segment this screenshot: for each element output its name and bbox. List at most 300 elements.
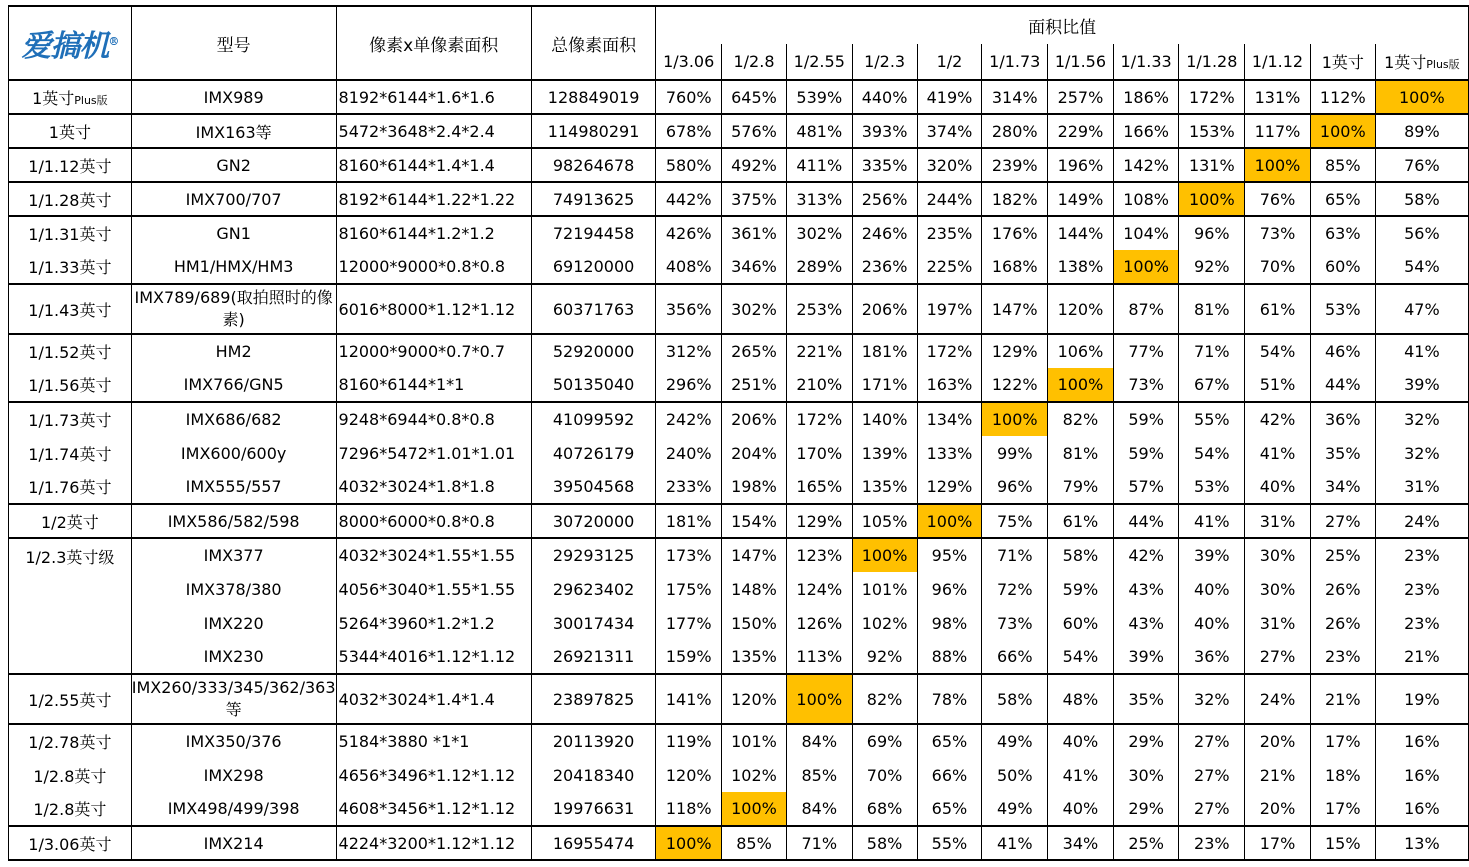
area-ratio-cell: 100% [1310,114,1375,148]
area-ratio-cell: 32% [1375,402,1468,436]
area-ratio-cell: 138% [1048,250,1114,284]
area-ratio-cell: 26% [1310,572,1375,606]
area-ratio-cell: 539% [786,80,852,114]
table-row [9,572,1469,606]
area-ratio-cell: 41% [1245,436,1311,470]
area-ratio-cell: 172% [917,334,982,368]
area-ratio-cell: 49% [982,724,1048,758]
area-ratio-cell: 375% [722,182,787,216]
area-ratio-cell: 129% [786,504,852,538]
total-area: 52920000 [531,334,656,368]
total-area: 114980291 [531,114,656,148]
pixel-spec: 4656*3496*1.12*1.12 [336,758,531,792]
area-ratio-cell: 24% [1245,674,1311,724]
area-ratio-cell: 51% [1245,368,1311,402]
ratio-column-header: 1/1.73 [982,44,1048,80]
table-row [9,334,1469,368]
area-ratio-cell: 100% [852,538,917,572]
area-ratio-cell: 25% [1113,826,1179,860]
table-row [9,470,1469,504]
area-ratio-cell: 225% [917,250,982,284]
area-ratio-cell: 312% [656,334,722,368]
area-ratio-cell: 40% [1179,606,1245,640]
area-ratio-cell: 58% [1048,538,1114,572]
area-ratio-cell: 172% [786,402,852,436]
area-ratio-cell: 59% [1113,402,1179,436]
total-area: 128849019 [531,80,656,114]
area-ratio-cell: 206% [722,402,787,436]
sensor-model: IMX586/582/598 [131,504,336,538]
sensor-model: IMX377 [131,538,336,572]
total-area: 72194458 [531,216,656,250]
area-ratio-cell: 134% [917,402,982,436]
area-ratio-cell: 87% [1113,284,1179,334]
area-ratio-cell: 760% [656,80,722,114]
area-ratio-cell: 16% [1375,792,1468,826]
area-ratio-cell: 76% [1245,182,1311,216]
area-ratio-cell: 17% [1310,724,1375,758]
area-ratio-cell: 66% [982,640,1048,674]
area-ratio-cell: 53% [1179,470,1245,504]
total-area: 16955474 [531,826,656,860]
total-area: 29293125 [531,538,656,572]
area-ratio-cell: 41% [982,826,1048,860]
area-ratio-cell: 92% [1179,250,1245,284]
area-ratio-cell: 175% [656,572,722,606]
area-ratio-cell: 60% [1048,606,1114,640]
area-ratio-cell: 26% [1310,606,1375,640]
area-ratio-cell: 15% [1310,826,1375,860]
area-ratio-cell: 19% [1375,674,1468,724]
area-ratio-cell: 165% [786,470,852,504]
area-ratio-cell: 102% [852,606,917,640]
area-ratio-cell: 280% [982,114,1048,148]
area-ratio-cell: 442% [656,182,722,216]
pixel-spec: 5472*3648*2.4*2.4 [336,114,531,148]
area-ratio-cell: 236% [852,250,917,284]
sensor-model: IMX555/557 [131,470,336,504]
area-ratio-cell: 206% [852,284,917,334]
area-ratio-cell: 142% [1113,148,1179,182]
sensor-model: IMX600/600y [131,436,336,470]
total-area: 26921311 [531,640,656,674]
area-ratio-cell: 320% [917,148,982,182]
area-ratio-cell: 55% [1179,402,1245,436]
area-ratio-cell: 50% [982,758,1048,792]
area-ratio-cell: 135% [722,640,787,674]
sensor-model: IMX989 [131,80,336,114]
area-ratio-cell: 100% [1245,148,1311,182]
sensor-model: IMX230 [131,640,336,674]
area-ratio-cell: 21% [1375,640,1468,674]
area-ratio-cell: 149% [1048,182,1114,216]
area-ratio-cell: 419% [917,80,982,114]
sensor-model: IMX700/707 [131,182,336,216]
area-ratio-cell: 30% [1245,538,1311,572]
area-ratio-cell: 181% [852,334,917,368]
area-ratio-cell: 44% [1310,368,1375,402]
table-row [9,250,1469,284]
area-ratio-cell: 144% [1048,216,1114,250]
sensor-model: HM1/HMX/HM3 [131,250,336,284]
pixel-spec: 4608*3456*1.12*1.12 [336,792,531,826]
area-ratio-cell: 166% [1113,114,1179,148]
header-total: 总像素面积 [531,6,656,80]
area-ratio-cell: 39% [1179,538,1245,572]
table-row [9,436,1469,470]
area-ratio-cell: 126% [786,606,852,640]
area-ratio-cell: 186% [1113,80,1179,114]
area-ratio-cell: 23% [1310,640,1375,674]
area-ratio-cell: 314% [982,80,1048,114]
area-ratio-cell: 135% [852,470,917,504]
area-ratio-cell: 147% [722,538,787,572]
area-ratio-cell: 257% [1048,80,1114,114]
area-ratio-cell: 84% [786,724,852,758]
area-ratio-cell: 36% [1179,640,1245,674]
area-ratio-cell: 17% [1245,826,1311,860]
area-ratio-cell: 66% [917,758,982,792]
area-ratio-cell: 147% [982,284,1048,334]
sensor-size: 1/1.33英寸 [9,250,132,284]
table-row [9,826,1469,860]
table-row [9,368,1469,402]
area-ratio-cell: 99% [982,436,1048,470]
area-ratio-cell: 71% [982,538,1048,572]
sensor-model: GN1 [131,216,336,250]
area-ratio-cell: 75% [982,504,1048,538]
area-ratio-cell: 129% [917,470,982,504]
area-ratio-cell: 182% [982,182,1048,216]
area-ratio-cell: 54% [1048,640,1114,674]
area-ratio-cell: 71% [786,826,852,860]
area-ratio-cell: 131% [1179,148,1245,182]
sensor-model: IMX163等 [131,114,336,148]
area-ratio-cell: 40% [1048,724,1114,758]
area-ratio-cell: 27% [1179,724,1245,758]
sensor-model: IMX220 [131,606,336,640]
area-ratio-cell: 69% [852,724,917,758]
pixel-spec: 8192*6144*1.22*1.22 [336,182,531,216]
sensor-area-table [8,5,1469,861]
area-ratio-cell: 88% [917,640,982,674]
table-row [9,148,1469,182]
area-ratio-cell: 289% [786,250,852,284]
area-ratio-cell: 85% [786,758,852,792]
sensor-model: HM2 [131,334,336,368]
sensor-model: IMX298 [131,758,336,792]
sensor-model: IMX686/682 [131,402,336,436]
area-ratio-cell: 39% [1375,368,1468,402]
area-ratio-cell: 54% [1375,250,1468,284]
area-ratio-cell: 256% [852,182,917,216]
area-ratio-cell: 21% [1245,758,1311,792]
area-ratio-cell: 73% [982,606,1048,640]
area-ratio-cell: 440% [852,80,917,114]
area-ratio-cell: 81% [1048,436,1114,470]
header-pixels: 像素x单像素面积 [336,6,531,80]
area-ratio-cell: 170% [786,436,852,470]
sensor-model: GN2 [131,148,336,182]
area-ratio-cell: 31% [1375,470,1468,504]
sensor-size: 1/2.55英寸 [9,674,132,724]
area-ratio-cell: 27% [1179,792,1245,826]
sensor-size: 1/1.52英寸 [9,334,132,368]
area-ratio-cell: 34% [1310,470,1375,504]
area-ratio-cell: 48% [1048,674,1114,724]
area-ratio-cell: 82% [852,674,917,724]
area-ratio-cell: 96% [1179,216,1245,250]
area-ratio-cell: 85% [1310,148,1375,182]
area-ratio-cell: 171% [852,368,917,402]
area-ratio-cell: 253% [786,284,852,334]
total-area: 20113920 [531,724,656,758]
area-ratio-cell: 100% [917,504,982,538]
table-row [9,792,1469,826]
area-ratio-cell: 150% [722,606,787,640]
area-ratio-cell: 44% [1113,504,1179,538]
area-ratio-cell: 100% [656,826,722,860]
area-ratio-cell: 47% [1375,284,1468,334]
area-ratio-cell: 67% [1179,368,1245,402]
pixel-spec: 5184*3880 *1*1 [336,724,531,758]
area-ratio-cell: 233% [656,470,722,504]
area-ratio-cell: 46% [1310,334,1375,368]
area-ratio-cell: 154% [722,504,787,538]
area-ratio-cell: 61% [1048,504,1114,538]
area-ratio-cell: 112% [1310,80,1375,114]
sensor-size: 1/2.3英寸级 [9,538,132,674]
table-row [9,758,1469,792]
area-ratio-cell: 20% [1245,792,1311,826]
area-ratio-cell: 124% [786,572,852,606]
area-ratio-cell: 18% [1310,758,1375,792]
sensor-model: IMX214 [131,826,336,860]
table-row [9,538,1469,572]
area-ratio-cell: 481% [786,114,852,148]
area-ratio-cell: 27% [1179,758,1245,792]
area-ratio-cell: 133% [917,436,982,470]
area-ratio-cell: 177% [656,606,722,640]
sensor-size: 1/1.12英寸 [9,148,132,182]
area-ratio-cell: 49% [982,792,1048,826]
table-row [9,606,1469,640]
area-ratio-cell: 221% [786,334,852,368]
area-ratio-cell: 58% [1375,182,1468,216]
area-ratio-cell: 53% [1310,284,1375,334]
ratio-column-header: 1英寸 [1310,44,1375,80]
area-ratio-cell: 120% [722,674,787,724]
total-area: 69120000 [531,250,656,284]
area-ratio-cell: 580% [656,148,722,182]
area-ratio-cell: 108% [1113,182,1179,216]
total-area: 41099592 [531,402,656,436]
area-ratio-cell: 35% [1113,674,1179,724]
ratio-column-header: 1/2.3 [852,44,917,80]
pixel-spec: 8000*6000*0.8*0.8 [336,504,531,538]
header-ratio: 面积比值 [656,6,1469,44]
area-ratio-cell: 27% [1245,640,1311,674]
area-ratio-cell: 239% [982,148,1048,182]
table-row [9,216,1469,250]
area-ratio-cell: 23% [1375,538,1468,572]
area-ratio-cell: 89% [1375,114,1468,148]
area-ratio-cell: 172% [1179,80,1245,114]
area-ratio-cell: 58% [852,826,917,860]
area-ratio-cell: 240% [656,436,722,470]
area-ratio-cell: 65% [1310,182,1375,216]
table-row [9,640,1469,674]
area-ratio-cell: 41% [1179,504,1245,538]
area-ratio-cell: 120% [1048,284,1114,334]
ratio-column-header: 1/3.06 [656,44,722,80]
area-ratio-cell: 30% [1113,758,1179,792]
table-row [9,504,1469,538]
area-ratio-cell: 118% [656,792,722,826]
area-ratio-cell: 100% [1113,250,1179,284]
area-ratio-cell: 96% [982,470,1048,504]
sensor-model: IMX378/380 [131,572,336,606]
area-ratio-cell: 244% [917,182,982,216]
area-ratio-cell: 59% [1048,572,1114,606]
area-ratio-cell: 141% [656,674,722,724]
table-row [9,724,1469,758]
area-ratio-cell: 41% [1048,758,1114,792]
area-ratio-cell: 40% [1179,572,1245,606]
area-ratio-cell: 68% [852,792,917,826]
area-ratio-cell: 148% [722,572,787,606]
sensor-size: 1/2.78英寸 [9,724,132,758]
area-ratio-cell: 492% [722,148,787,182]
area-ratio-cell: 13% [1375,826,1468,860]
area-ratio-cell: 119% [656,724,722,758]
pixel-spec: 7296*5472*1.01*1.01 [336,436,531,470]
pixel-spec: 4032*3024*1.8*1.8 [336,470,531,504]
area-ratio-cell: 16% [1375,724,1468,758]
table-row [9,114,1469,148]
area-ratio-cell: 41% [1375,334,1468,368]
sensor-size: 1/2英寸 [9,504,132,538]
pixel-spec: 5344*4016*1.12*1.12 [336,640,531,674]
sensor-model: IMX498/499/398 [131,792,336,826]
area-ratio-cell: 40% [1245,470,1311,504]
area-ratio-cell: 82% [1048,402,1114,436]
area-ratio-cell: 113% [786,640,852,674]
area-ratio-cell: 302% [722,284,787,334]
area-ratio-cell: 73% [1245,216,1311,250]
sensor-size: 1/1.76英寸 [9,470,132,504]
area-ratio-cell: 31% [1245,606,1311,640]
pixel-spec: 8160*6144*1*1 [336,368,531,402]
total-area: 98264678 [531,148,656,182]
pixel-spec: 8160*6144*1.2*1.2 [336,216,531,250]
area-ratio-cell: 426% [656,216,722,250]
pixel-spec: 4032*3024*1.55*1.55 [336,538,531,572]
sensor-size: 1/1.43英寸 [9,284,132,334]
area-ratio-cell: 117% [1245,114,1311,148]
area-ratio-cell: 20% [1245,724,1311,758]
area-ratio-cell: 65% [917,792,982,826]
ratio-column-header: 1/1.28 [1179,44,1245,80]
area-ratio-cell: 163% [917,368,982,402]
total-area: 23897825 [531,674,656,724]
area-ratio-cell: 100% [982,402,1048,436]
area-ratio-cell: 32% [1179,674,1245,724]
header-model: 型号 [131,6,336,80]
pixel-spec: 9248*6944*0.8*0.8 [336,402,531,436]
table-row [9,182,1469,216]
sensor-size: 1/2.8英寸 [9,792,132,826]
area-ratio-cell: 123% [786,538,852,572]
area-ratio-cell: 105% [852,504,917,538]
sensor-model: IMX350/376 [131,724,336,758]
sensor-size: 1/3.06英寸 [9,826,132,860]
area-ratio-cell: 246% [852,216,917,250]
area-ratio-cell: 204% [722,436,787,470]
pixel-spec: 6016*8000*1.12*1.12 [336,284,531,334]
area-ratio-cell: 159% [656,640,722,674]
sensor-size: 1英寸Plus版 [9,80,132,114]
area-ratio-cell: 70% [1245,250,1311,284]
total-area: 74913625 [531,182,656,216]
total-area: 60371763 [531,284,656,334]
pixel-spec: 8160*6144*1.4*1.4 [336,148,531,182]
table-row [9,80,1469,114]
area-ratio-cell: 411% [786,148,852,182]
area-ratio-cell: 21% [1310,674,1375,724]
area-ratio-cell: 92% [852,640,917,674]
area-ratio-cell: 25% [1310,538,1375,572]
area-ratio-cell: 73% [1113,368,1179,402]
area-ratio-cell: 57% [1113,470,1179,504]
total-area: 50135040 [531,368,656,402]
area-ratio-cell: 60% [1310,250,1375,284]
total-area: 29623402 [531,572,656,606]
area-ratio-cell: 361% [722,216,787,250]
area-ratio-cell: 120% [656,758,722,792]
area-ratio-cell: 61% [1245,284,1311,334]
sensor-model: IMX789/689(取拍照时的像素) [131,284,336,334]
ratio-column-header: 1/2 [917,44,982,80]
area-ratio-cell: 576% [722,114,787,148]
ratio-column-header: 1/1.12 [1245,44,1311,80]
area-ratio-cell: 153% [1179,114,1245,148]
area-ratio-cell: 54% [1179,436,1245,470]
total-area: 30720000 [531,504,656,538]
table-row [9,284,1469,334]
area-ratio-cell: 96% [917,572,982,606]
ratio-column-header: 1/1.33 [1113,44,1179,80]
area-ratio-cell: 55% [917,826,982,860]
total-area: 40726179 [531,436,656,470]
sensor-size: 1/1.31英寸 [9,216,132,250]
total-area: 30017434 [531,606,656,640]
area-ratio-cell: 176% [982,216,1048,250]
ratio-column-header: 1/2.55 [786,44,852,80]
area-ratio-cell: 374% [917,114,982,148]
area-ratio-cell: 39% [1113,640,1179,674]
area-ratio-cell: 16% [1375,758,1468,792]
area-ratio-cell: 85% [722,826,787,860]
area-ratio-cell: 678% [656,114,722,148]
area-ratio-cell: 265% [722,334,787,368]
area-ratio-cell: 54% [1245,334,1311,368]
sensor-size: 1/1.74英寸 [9,436,132,470]
sensor-size: 1英寸 [9,114,132,148]
area-ratio-cell: 77% [1113,334,1179,368]
area-ratio-cell: 95% [917,538,982,572]
area-ratio-cell: 30% [1245,572,1311,606]
